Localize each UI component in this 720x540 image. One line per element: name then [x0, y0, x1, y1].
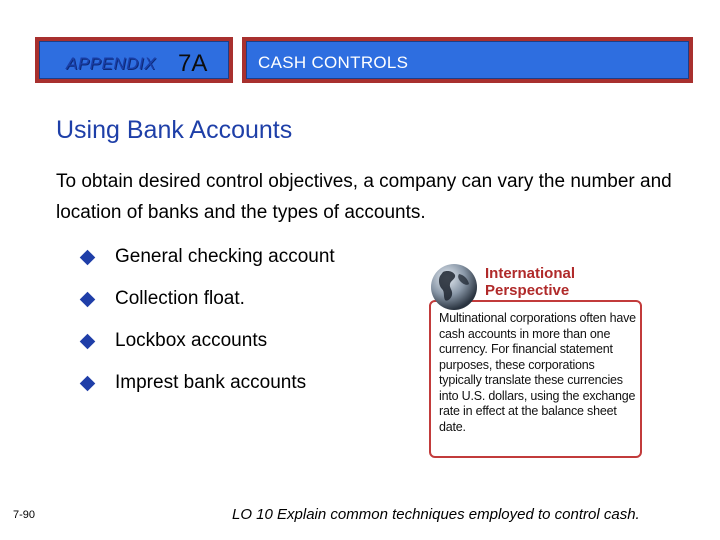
- appendix-header-panel: [39, 41, 229, 79]
- bullet-item: [76, 278, 335, 320]
- learning-objective: LO 10 Explain common techniques employed to control cash.: [232, 506, 640, 523]
- diamond-bullet-icon: [80, 291, 96, 307]
- international-perspective-heading: [485, 265, 575, 299]
- heading-line-2: Perspective: [485, 282, 570, 299]
- appendix-number: 7A: [178, 50, 208, 77]
- bullet-label: General checking account: [115, 246, 335, 267]
- section-header: [242, 37, 693, 83]
- globe-icon: [429, 262, 479, 312]
- international-perspective-box: [429, 300, 642, 458]
- intro-text: To obtain desired control objectives, a company can vary the number and location of banks and the types of accounts.: [56, 171, 672, 223]
- international-perspective-text: Multinational corporations often have cash accounts in more than one currency. For financial statement purposes, these corporations typically translate these currencies into U.S. dollars, using the exchange rate in effect at the balance sheet date.: [439, 311, 636, 434]
- diamond-bullet-icon: [80, 375, 96, 391]
- bullet-label: Lockbox accounts: [115, 330, 268, 351]
- slide-number: 7-90: [13, 509, 36, 521]
- diamond-bullet-icon: [80, 333, 96, 349]
- bullet-label: Collection float.: [115, 288, 245, 309]
- bullet-item: [76, 320, 335, 362]
- appendix-header: [35, 37, 233, 83]
- heading-line-1: International: [485, 265, 576, 282]
- section-header-panel: [246, 41, 689, 79]
- slide-title: Using Bank Accounts: [56, 116, 293, 144]
- appendix-label: APPENDIX: [66, 54, 156, 73]
- bullet-item: [76, 236, 335, 278]
- diamond-bullet-icon: [80, 249, 96, 265]
- section-title: CASH CONTROLS: [258, 53, 409, 72]
- bullet-label: Imprest bank accounts: [115, 372, 307, 393]
- bullet-list: [76, 236, 335, 404]
- bullet-item: [76, 362, 335, 404]
